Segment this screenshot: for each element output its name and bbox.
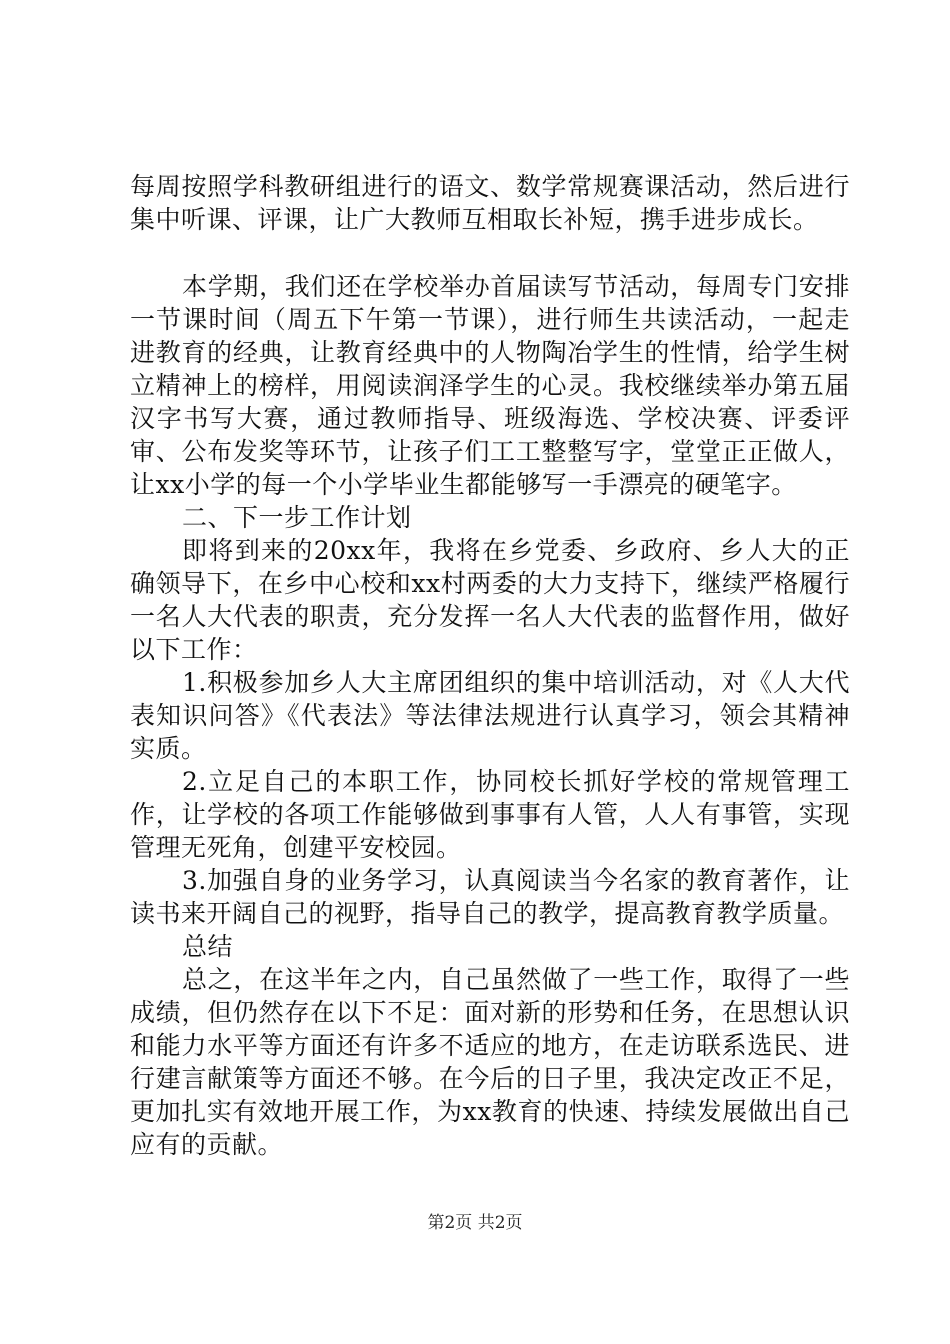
plan-item-3: 3.加强自身的业务学习，认真阅读当今名家的教育著作，让读书来开阔自己的视野，指导自己的教学，提高教育教学质量。 (130, 866, 850, 928)
page-number-footer: 第2页 共2页 (427, 1213, 523, 1233)
paragraph-continued: 每周按照学科教研组进行的语文、数学常规赛课活动，然后进行集中听课、评课，让广大教师互相取长补短，携手进步成长。 (130, 172, 850, 234)
plan-item-1: 1.积极参加乡人大主席团组织的集中培训活动，对《人大代表知识问答》《代表法》等法律法规进行认真学习，领会其精神实质。 (130, 668, 850, 763)
paragraph-plan-intro: 即将到来的20xx年，我将在乡党委、乡政府、乡人大的正确领导下，在乡中心校和xx村两委的大力支持下，继续严格履行一名人大代表的职责，充分发挥一名人大代表的监督作用，做好以下工作： (130, 536, 850, 664)
section-heading-summary: 总结 (182, 932, 234, 961)
plan-item-2: 2.立足自己的本职工作，协同校长抓好学校的常规管理工作，让学校的各项工作能够做到事事有人管，人人有事管，实现管理无死角，创建平安校园。 (130, 767, 850, 862)
paragraph-reading-festival: 本学期，我们还在学校举办首届读写节活动，每周专门安排一节课时间（周五下午第一节课），进行师生共读活动，一起走进教育的经典，让教育经典中的人物陶冶学生的性情，给学生树立精神上的榜样，用阅读润泽学生的心灵。我校继续举办第五届汉字书写大赛，通过教师指导、班级海选、学校决赛、评委评审、公布发奖等环节，让孩子们工工整整写字，堂堂正正做人，让xx小学的每一个小学毕业生都能够写一手漂亮的硬笔字。 (130, 272, 850, 499)
section-heading-next-plan: 二、下一步工作计划 (182, 503, 412, 532)
paragraph-summary: 总之，在这半年之内，自己虽然做了一些工作，取得了一些成绩，但仍然存在以下不足：面对新的形势和任务，在思想认识和能力水平等方面还有许多不适应的地方，在走访联系选民、进行建言献策等方面还不够。在今后的日子里，我决定改正不足，更加扎实有效地开展工作，为xx教育的快速、持续发展做出自己应有的贡献。 (130, 965, 850, 1159)
document-body (130, 170, 850, 1161)
